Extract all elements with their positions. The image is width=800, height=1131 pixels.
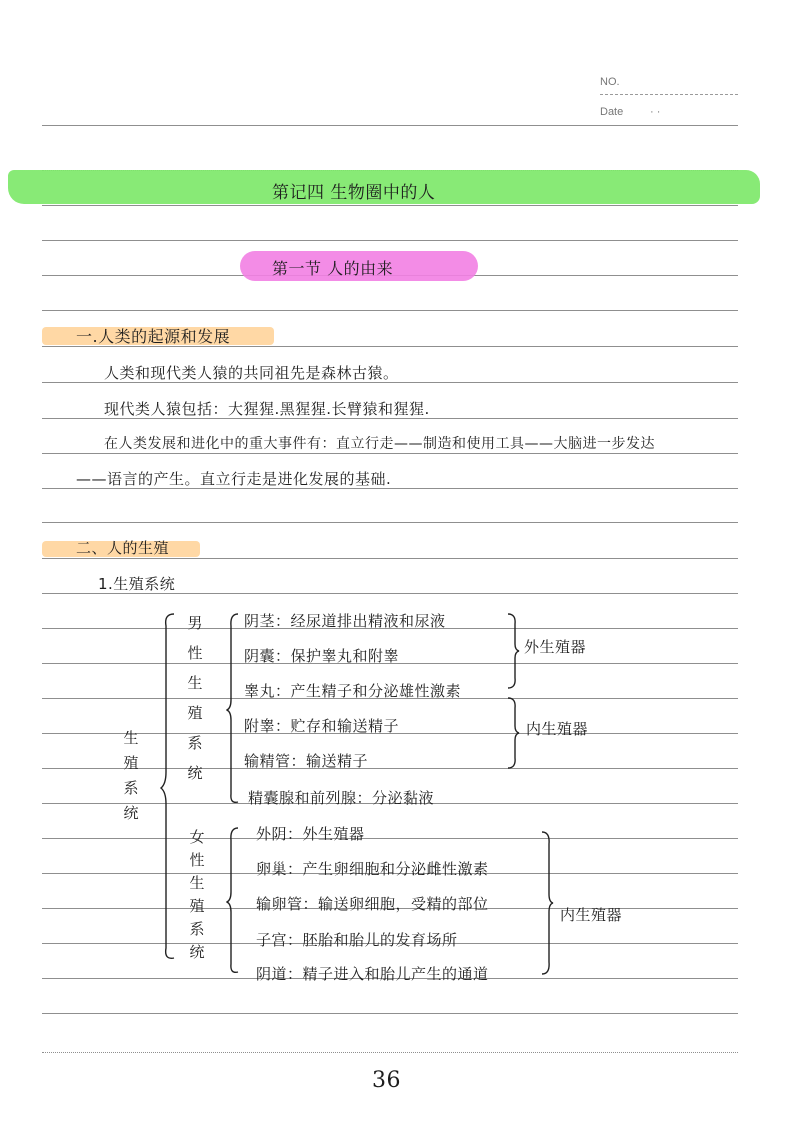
no-field-line [600, 94, 738, 95]
date-dots: · · [650, 106, 661, 118]
section-title: 第一节 人的由来 [272, 259, 394, 278]
male-item-5: 输精管：输送精子 [244, 752, 369, 770]
reproductive-system-label: 生殖系统 [123, 729, 139, 822]
date-label: Date [600, 106, 624, 118]
male-item-2: 阴囊：保护睾丸和附睾 [244, 647, 400, 665]
female-item-1: 外阴：外生殖器 [256, 825, 365, 843]
part1-line-3: 在人类发展和进化中的重大事件有：直立行走——制造和使用工具——大脑进一步发达 [104, 436, 655, 452]
male-item-4: 附睾：贮存和输送精子 [244, 717, 400, 735]
male-internal-brace [506, 696, 520, 770]
part2-heading: 二、人的生殖 [76, 539, 170, 557]
male-items-brace [226, 612, 240, 806]
male-internal-label: 内生殖器 [526, 720, 589, 738]
female-internal-brace [540, 830, 554, 976]
part2-subheading: 1.生殖系统 [98, 575, 176, 593]
male-item-6: 精囊腺和前列腺：分泌黏液 [248, 789, 435, 807]
female-item-2: 卵巢：产生卵细胞和分泌雌性激素 [256, 860, 489, 878]
female-system-label: 女性生殖系统 [189, 828, 205, 961]
female-item-5: 阴道：精子进入和胎儿产生的通道 [256, 965, 489, 983]
no-label: NO. [600, 76, 620, 88]
male-item-1: 阴茎：经尿道排出精液和尿液 [244, 612, 446, 630]
female-item-4: 子宫：胚胎和胎儿的发育场所 [256, 931, 458, 949]
part1-line-1: 人类和现代类人猿的共同祖先是森林古猿。 [104, 364, 399, 382]
part1-heading: 一.人类的起源和发展 [76, 327, 231, 346]
outer-brace [160, 612, 176, 962]
female-item-3: 输卵管：输送卵细胞，受精的部位 [256, 895, 489, 913]
part1-line-4: ——语言的产生。直立行走是进化发展的基础. [76, 470, 392, 488]
female-internal-label: 内生殖器 [560, 906, 623, 924]
male-external-label: 外生殖器 [524, 638, 587, 656]
part1-line-2: 现代类人猿包括：大猩猩.黑猩猩.长臂猿和猩猩. [104, 400, 430, 418]
female-items-brace [226, 826, 240, 976]
external-genital-brace [506, 612, 520, 690]
male-system-label: 男性生殖系统 [187, 614, 203, 782]
page-number: 36 [372, 1068, 401, 1093]
male-item-3: 睾丸：产生精子和分泌雄性激素 [244, 682, 462, 700]
chapter-title: 第记四 生物圈中的人 [272, 183, 436, 203]
